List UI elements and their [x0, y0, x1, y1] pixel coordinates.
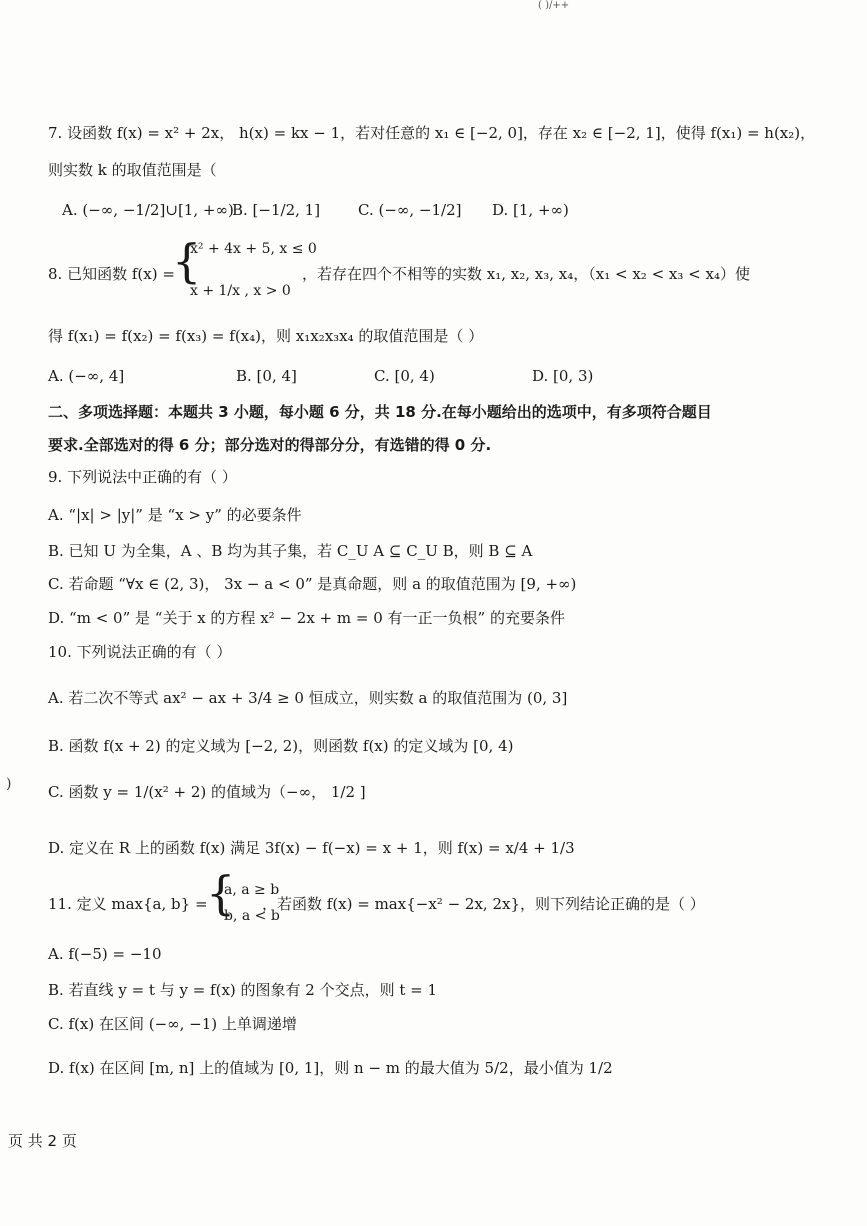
q7-line1: 7. 设函数 f(x) = x² + 2x， h(x) = kx − 1，若对任意的 x₁ ∈ [−2, 0]，存在 x₂ ∈ [−2, 1]，使得 f(x₁) = h(x₂)， [48, 124, 816, 142]
q9-option-a: A. “|x| > |y|” 是 “x > y” 的必要条件 [48, 506, 302, 524]
q7-option-a: A. (−∞, −1/2]∪[1, +∞) [62, 201, 234, 219]
q8-piece1: x² + 4x + 5, x ≤ 0 [190, 241, 317, 257]
q8-option-c: C. [0, 4) [374, 367, 435, 385]
q8-suffix: ，若存在四个不相等的实数 x₁, x₂, x₃, x₄，（x₁ < x₂ < x₃ < x₄）使 [302, 265, 750, 283]
q8-line2: 得 f(x₁) = f(x₂) = f(x₃) = f(x₄)，则 x₁x₂x₃x₄ 的取值范围是（ ） [48, 327, 484, 345]
q8-option-d: D. [0, 3) [532, 367, 594, 385]
q8-option-a: A. (−∞, 4] [48, 367, 125, 385]
section2-line2: 要求.全部选对的得 6 分；部分选对的得部分分，有选错的得 0 分. [48, 436, 492, 454]
q10-option-a: A. 若二次不等式 ax² − ax + 3/4 ≥ 0 恒成立，则实数 a 的取值范围为 (0, 3] [48, 689, 568, 707]
q11-option-a: A. f(−5) = −10 [48, 945, 162, 963]
q11-option-b: B. 若直线 y = t 与 y = f(x) 的图象有 2 个交点，则 t = 1 [48, 981, 438, 999]
header-mark: ( )/++ [538, 0, 570, 11]
q7-option-d: D. [1, +∞) [492, 201, 569, 219]
q10-option-b: B. 函数 f(x + 2) 的定义域为 [−2, 2)，则函数 f(x) 的定义域为 [0, 4) [48, 737, 514, 755]
q8-brace: { [172, 234, 202, 288]
q8-piece2: x + 1/x , x > 0 [190, 283, 291, 299]
q11-option-d: D. f(x) 在区间 [m, n] 上的值域为 [0, 1]，则 n − m 的最大值为 5/2，最小值为 1/2 [48, 1059, 613, 1077]
q11-piece1: a, a ≥ b [224, 882, 280, 898]
side-mark: ) [6, 776, 12, 792]
page-footer: 页 共 2 页 [8, 1132, 77, 1150]
q11-prefix: 11. 定义 max{a, b} = [48, 895, 208, 913]
q9-stem: 9. 下列说法中正确的有（ ） [48, 468, 237, 486]
section2-line1: 二、多项选择题：本题共 3 小题，每小题 6 分，共 18 分.在每小题给出的选项中，有多项符合题目 [48, 403, 712, 421]
q10-option-c: C. 函数 y = 1/(x² + 2) 的值域为（−∞， 1/2 ] [48, 783, 366, 801]
q11-option-c: C. f(x) 在区间 (−∞, −1) 上单调递增 [48, 1015, 297, 1033]
q11-suffix: ，若函数 f(x) = max{−x² − 2x, 2x}，则下列结论正确的是（ ） [262, 895, 705, 913]
q11-piece2: b, a < b [224, 908, 280, 924]
q8-prefix: 8. 已知函数 f(x) = [48, 265, 175, 283]
q7-option-b: B. [−1/2, 1] [232, 201, 321, 219]
q9-option-b: B. 已知 U 为全集，A 、B 均为其子集，若 C_U A ⊆ C_U B，则 B ⊆ A [48, 542, 533, 560]
q9-option-d: D. “m < 0” 是 “关于 x 的方程 x² − 2x + m = 0 有一正一负根” 的充要条件 [48, 609, 565, 627]
q10-option-d: D. 定义在 R 上的函数 f(x) 满足 3f(x) − f(−x) = x + 1，则 f(x) = x/4 + 1/3 [48, 839, 575, 857]
q7-line2: 则实数 k 的取值范围是（ [48, 161, 217, 179]
q9-option-c: C. 若命题 “∀x ∈ (2, 3)， 3x − a < 0” 是真命题，则 a 的取值范围为 [9, +∞) [48, 575, 577, 593]
q7-option-c: C. (−∞, −1/2] [358, 201, 462, 219]
q8-option-b: B. [0, 4] [236, 367, 297, 385]
q11-brace: { [206, 866, 236, 920]
q10-stem: 10. 下列说法正确的有（ ） [48, 643, 232, 661]
